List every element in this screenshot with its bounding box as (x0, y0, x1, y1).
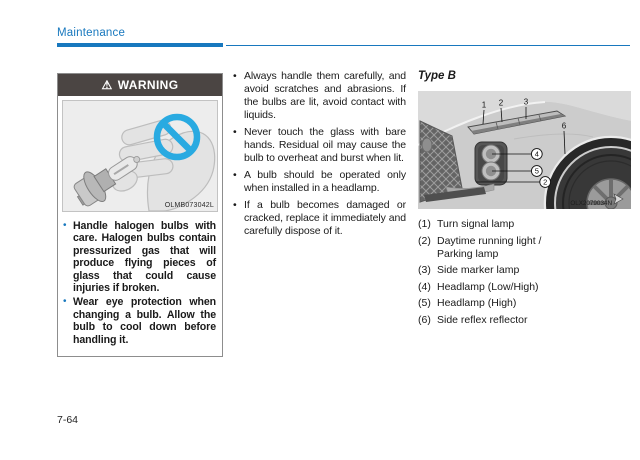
type-b-section (418, 70, 631, 330)
legend-item (418, 297, 631, 310)
halogen-bulb-figure (62, 100, 218, 212)
legend-item (418, 281, 631, 294)
warning-item (63, 296, 216, 346)
legend-item (418, 264, 631, 277)
warning-item-text: Wear eye protection when changing a bulb. Allow the bulb to cool down before handling it. (73, 296, 216, 346)
bullet-icon: • (63, 296, 67, 308)
warning-item (63, 220, 216, 294)
legend-number: (2) (418, 234, 431, 247)
legend-number: (1) (418, 218, 431, 230)
figure-code-label: OLX2079034N (570, 200, 612, 207)
note-item-text: Always handle them carefully, and avoid scratches and abrasions. If the bulbs are lit, avoid contact with liquids. (244, 70, 406, 121)
warning-item-text: Handle halogen bulbs with care. Halogen bulbs contain pressurized gas that will produce flying pieces of glass that could cause injuries if broken. (73, 220, 216, 295)
note-item-text: A bulb should be operated only when installed in a headlamp. (244, 169, 406, 194)
section-label: Maintenance (57, 27, 126, 39)
bullet-icon: • (233, 126, 237, 138)
legend-label: Headlamp (High) (437, 297, 517, 309)
legend-number: (5) (418, 297, 431, 309)
header-rule-thick (57, 43, 223, 47)
header-rule-thin (226, 45, 630, 46)
warning-title: WARNING (117, 78, 179, 92)
callout-2: 2 (498, 98, 504, 108)
legend-label: Daytime running light / Parking lamp (437, 234, 542, 260)
halogen-bulb-illustration (63, 101, 218, 211)
legend-item (418, 314, 631, 327)
lamp-legend (418, 218, 631, 327)
callout-2b: 2 (543, 177, 548, 187)
warning-box (57, 73, 223, 357)
bullet-icon: • (233, 169, 237, 181)
note-item-text: Never touch the glass with bare hands. Residual oil may cause the bulb to overheat and burst when lit. (244, 126, 406, 164)
note-item-text: If a bulb becomes damaged or cracked, replace it immediately and carefully dispose of it. (244, 199, 406, 237)
legend-label: Side reflex reflector (437, 313, 528, 326)
callout-5: 5 (534, 166, 539, 176)
note-item (233, 199, 406, 238)
legend-label: Headlamp (Low/High) (437, 280, 539, 293)
callout-3: 3 (523, 97, 529, 107)
bullet-icon: • (233, 199, 237, 211)
legend-number: (4) (418, 280, 431, 293)
callout-1: 1 (481, 100, 487, 110)
legend-number: (3) (418, 264, 431, 276)
warning-header (58, 74, 222, 96)
warning-list (58, 214, 222, 356)
page-number: 7-64 (57, 414, 79, 426)
front-lamp-diagram (418, 91, 631, 209)
legend-item (418, 235, 631, 261)
callout-4: 4 (534, 149, 539, 159)
legend-label: Turn signal lamp (437, 218, 515, 230)
figure-code-label: OLMB073042L (164, 202, 214, 209)
bullet-icon: • (63, 220, 67, 231)
legend-number: (6) (418, 313, 431, 326)
bulb-handling-notes (233, 70, 406, 242)
note-item (233, 70, 406, 122)
front-lamp-figure (418, 91, 631, 209)
warning-triangle-icon: ⚠ (101, 78, 113, 92)
type-b-heading: Type B (418, 70, 456, 82)
note-item (233, 169, 406, 195)
callout-6: 6 (561, 121, 567, 131)
legend-label: Side marker lamp (437, 264, 520, 276)
bullet-icon: • (233, 70, 237, 82)
note-item (233, 126, 406, 165)
legend-item (418, 218, 631, 231)
